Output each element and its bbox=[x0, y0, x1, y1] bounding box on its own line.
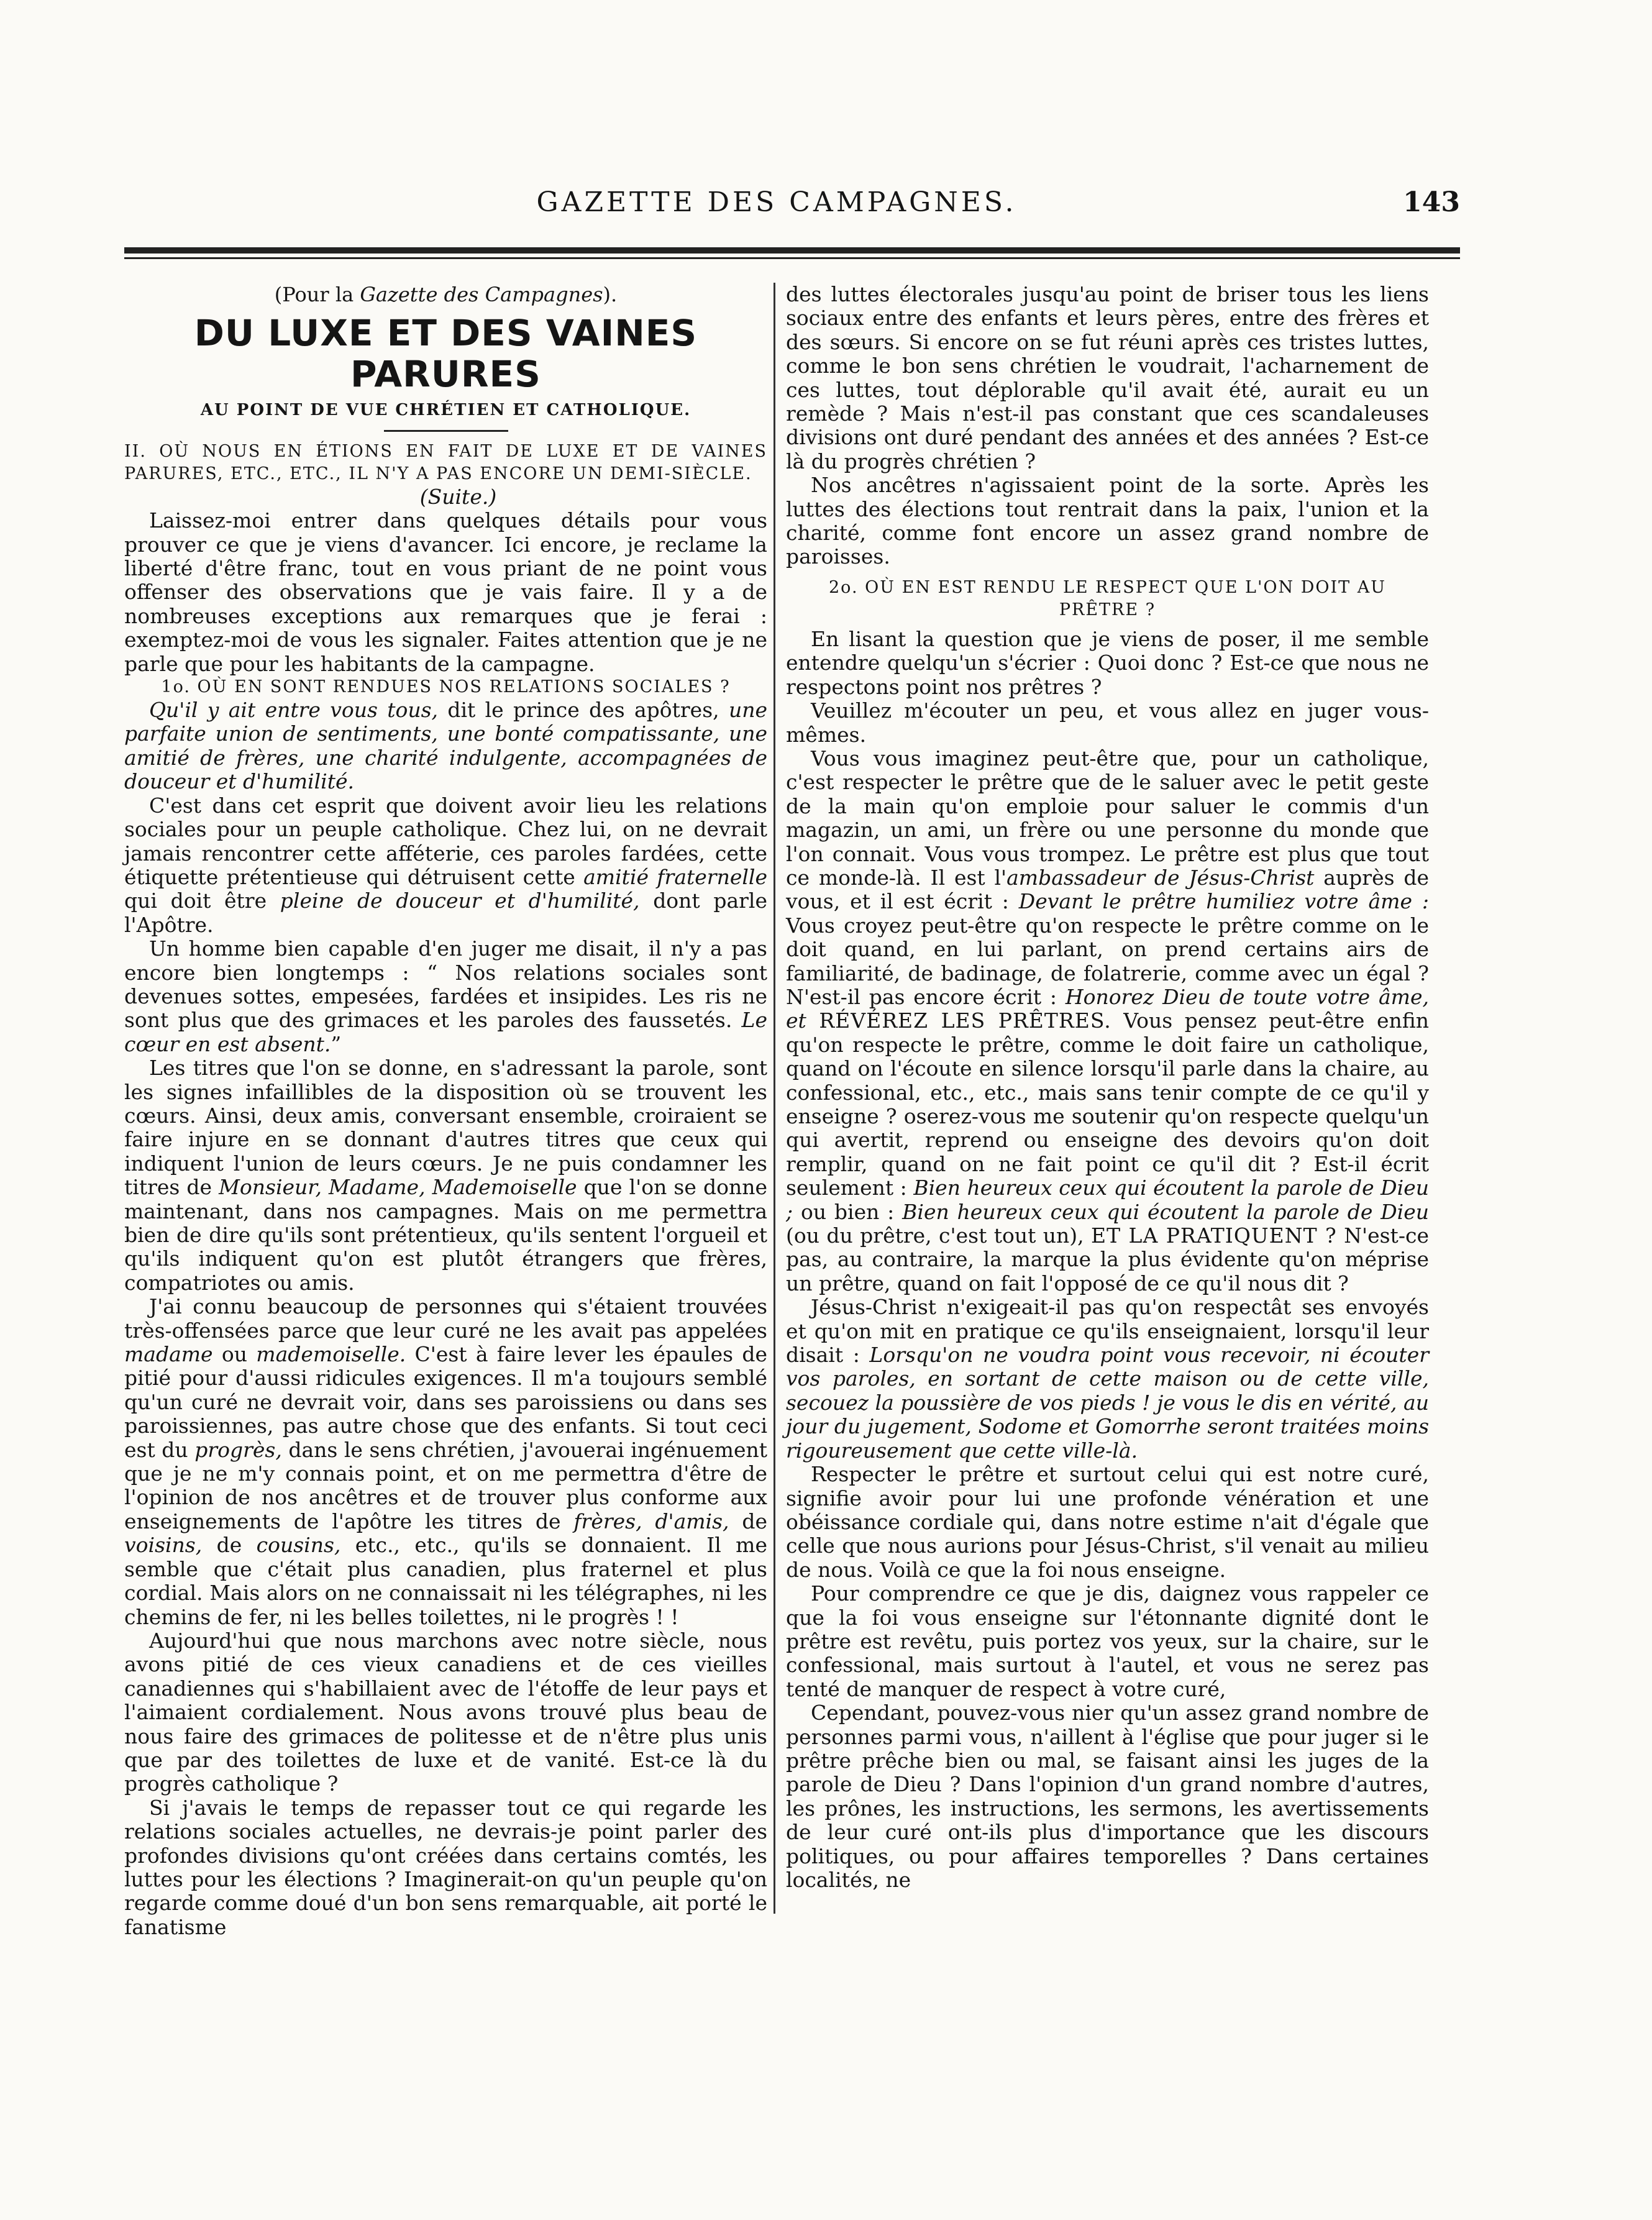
short-rule bbox=[384, 430, 508, 432]
running-head bbox=[124, 186, 1460, 230]
section-title: II. OÙ NOUS EN ÉTIONS EN FAIT DE LUXE ET DE VAINES PARURES, ETC., ETC., IL N'Y A PAS ENCORE UN DEMI-SIÈCLE. bbox=[124, 441, 767, 483]
emphasis: amitié fraternelle bbox=[583, 864, 767, 889]
attribution-prefix: (Pour la bbox=[274, 283, 360, 306]
column-divider bbox=[774, 283, 775, 1914]
page-number: 143 bbox=[1403, 186, 1460, 218]
emphasis: frères, d'amis, bbox=[573, 1509, 729, 1533]
paragraph bbox=[124, 698, 767, 794]
emphasis: voisins, bbox=[124, 1533, 203, 1558]
subsection-title: 1o. OÙ EN SONT RENDUES NOS RELATIONS SOCIALES ? bbox=[161, 677, 731, 697]
paragraph bbox=[124, 937, 767, 1056]
quote: Qu'il y ait entre vous tous, bbox=[149, 698, 439, 723]
text: C'est à faire lever les épaules de pitié pour d'aussi ridicules exigences. Il m'a toujours semblé qu'un curé ne devrait voir, dans ses paroissiens ou dans ses paroissiennes, pas autre chose que des enfants. Si tout ceci est du bbox=[124, 1342, 767, 1462]
header-rule-thin bbox=[124, 257, 1460, 259]
text: J'ai connu beaucoup de personnes qui s'étaient trouvées très-offensées parce que leur curé ne les avait pas appelées bbox=[124, 1294, 767, 1343]
running-title: GAZETTE DES CAMPAGNES. bbox=[536, 186, 1017, 218]
emphasis: Devant le prêtre humiliez votre âme : bbox=[1018, 889, 1429, 914]
paragraph: En lisant la question que je viens de poser, il me semble entendre quelqu'un s'écrier : Quoi donc ? Est-ce que nous ne respectons point nos prêtres ? bbox=[786, 626, 1429, 699]
text: Vous vous imaginez peut-être que, pour un catholique, c'est respecter le prêtre que de le saluer avec le petit geste de la main qu'on emploie pour saluer le commis d'un magazin, un ami, un frère ou une personne du monde que l'on connait. Vous vous trompez. Le prêtre est plus que tout ce monde-là. Il est l' bbox=[786, 746, 1429, 890]
paragraph: Si j'avais le temps de repasser tout ce qui regarde les relations sociales actuelles, ne devrais-je point parler des profondes divisions qu'ont créées dans certains comtés, les luttes pour les élections ? Imaginerait-on qu'un peuple qu'on regarde comme doué d'un bon sens remarquable, ait porté le fanatisme bbox=[124, 1795, 767, 1939]
text: Les titres que l'on se donne, en s'adressant la parole, sont les signes infaillibles de la disposition où se trouvent les cœurs. Ainsi, deux amis, conversant ensemble, croiraient se faire injure en se donnant d'autres titres que ceux qui indiquent l'union de leurs cœurs. Je ne puis condamner les titres de bbox=[124, 1056, 767, 1200]
text: (ou du prêtre, c'est tout un), bbox=[786, 1223, 1092, 1248]
paragraph: Respecter le prêtre et surtout celui qui est notre curé, signifie avoir pour lui une profonde vénération et une obéissance cordiale qui, dans notre estime n'ait d'égale que celle que nous aurions pour Jésus-Christ, s'il venait au milieu de nous. Voilà ce que la foi nous enseigne. bbox=[786, 1462, 1429, 1582]
quote: une parfaite union de sentiments, une bonté compatissante, une amitié de frères, une charité indulgente, accompagnées de douceur et d'humilité. bbox=[124, 698, 767, 794]
right-column bbox=[786, 283, 1429, 1892]
text: ou bien : bbox=[793, 1199, 903, 1224]
emphasis: Bien heureux ceux qui écoutent la parole de Dieu ; bbox=[786, 1176, 1429, 1224]
paragraph bbox=[124, 1056, 767, 1295]
small-caps: ET LA PRATIQUENT ? bbox=[1091, 1223, 1337, 1248]
text: de bbox=[729, 1509, 767, 1533]
paragraph: Aujourd'hui que nous marchons avec notre siècle, nous avons pitié de ces vieux canadiens et de ces vieilles canadiennes qui s'habillaient avec de l'étoffe de leur pays et l'aimaient cordialement. Nous avons trouvé plus beau de nous faire des grimaces de politesse et de n'être plus unis que par des toilettes de luxe et de vanité. Est-ce là du progrès catholique ? bbox=[124, 1628, 767, 1796]
text: ” bbox=[331, 1031, 342, 1056]
emphasis: Lorsqu'on ne voudra point vous recevoir, ni écouter vos paroles, en sortant de cette maison ou de cette ville, secouez la poussière de vos pieds ! je vous le dis en vérité, au jour du jugement, Sodome et Gomorrhe seront traitées moins rigoureusement que cette ville-là. bbox=[786, 1343, 1429, 1463]
paragraph bbox=[786, 1295, 1429, 1463]
subsection-title: 2o. OÙ EN EST RENDU LE RESPECT QUE L'ON DOIT AU PRÊTRE ? bbox=[828, 577, 1386, 619]
text: de bbox=[202, 1533, 257, 1558]
text: que l'on se donne maintenant, dans nos campagnes. Mais on me permettra bien de dire qu'ils sont prétentieux, qu'ils sentent l'orgueil et qu'ils indiquent qu'on est plutôt étrangers que frères, compatriotes ou amis. bbox=[124, 1175, 767, 1295]
left-column bbox=[124, 283, 767, 1939]
emphasis: Honorez Dieu de toute votre âme, et bbox=[786, 984, 1429, 1033]
emphasis: ambassadeur de Jésus-Christ bbox=[1006, 865, 1315, 890]
text: C'est dans cet esprit que doivent avoir lieu les relations sociales pour un peuple catholique. Chez lui, on ne devrait jamais rencontrer cette afféterie, ces paroles fardées, cette étiquette prétentieuse qui détruisent cette bbox=[124, 793, 767, 889]
attribution bbox=[124, 283, 767, 306]
emphasis: Le cœur en est absent. bbox=[124, 1008, 767, 1056]
paragraph: Veuillez m'écouter un peu, et vous allez en juger vous-mêmes. bbox=[786, 698, 1429, 747]
attribution-source: Gazette des Campagnes bbox=[360, 283, 603, 306]
paragraph bbox=[124, 794, 767, 937]
emphasis: cousins, bbox=[256, 1533, 341, 1558]
text: Jésus-Christ n'exigeait-il pas qu'on respectât ses envoyés et qu'on mit en pratique ce qu'ils enseignaient, lorsqu'il leur disait : bbox=[786, 1295, 1429, 1368]
emphasis: madame bbox=[124, 1342, 213, 1367]
header-rule-thick bbox=[124, 247, 1460, 254]
emphasis: Monsieur, Madame, Mademoiselle bbox=[219, 1175, 577, 1200]
text: Vous pensez peut-être enfin qu'on respecte le prêtre, comme le doit faire un catholique, quand on l'écoute en silence lorsqu'il parle dans la chaire, au confessional, etc., etc., mais sans tenir compte de ce qu'il y enseigne ? oserez-vous me soutenir qu'on respecte quelqu'un qui avertit, reprend ou enseigne des devoirs qu'on doit remplir, quand on ne fait point ce qu'il dit ? Est-il écrit seulement : bbox=[786, 1008, 1429, 1200]
text: dit le prince des apôtres, bbox=[438, 698, 729, 723]
article-subheadline: AU POINT DE VUE CHRÉTIEN ET CATHOLIQUE. bbox=[200, 401, 691, 420]
small-caps: RÉVÉREZ LES PRÊTRES. bbox=[806, 1008, 1111, 1033]
emphasis: mademoiselle. bbox=[256, 1342, 406, 1367]
paragraph: Cependant, pouvez-vous nier qu'un assez grand nombre de personnes parmi vous, n'aillent à l'église que pour juger si le prêtre prêche bien ou mal, se faisant ainsi les juges de la parole de Dieu ? Dans l'opinion d'un grand nombre d'autres, les prônes, les instructions, les sermons, les avertissements de leur curé ont-ils plus d'importance que les discours politiques, ou pour affaires temporelles ? Dans certaines localités, ne bbox=[786, 1701, 1429, 1892]
text: N'est-ce pas, au contraire, la marque la plus évidente qu'on méprise un prêtre, quand on fait l'opposé de ce qu'il nous dit ? bbox=[786, 1223, 1429, 1295]
text: dans le sens chrétien, j'avouerai ingénuement que je ne m'y connais point, et on me permettra d'être de l'opinion de nos ancêtres et de trouver plus conforme aux enseignements de l'apôtre les titres de bbox=[124, 1437, 767, 1533]
emphasis: progrès, bbox=[194, 1437, 282, 1462]
text: ou bbox=[212, 1342, 257, 1367]
paragraph: Laissez-moi entrer dans quelques détails pour vous prouver ce que je viens d'avancer. Ici encore, je reclame la liberté d'être franc, tout en vous priant de ne point vous offenser des observations que je vais faire. Il y a de nombreuses exceptions aux remarques que je ferai : exemptez-moi de vous les signaler. Faites attention que je ne parle que pour les habitants de la campagne. bbox=[124, 508, 767, 676]
text: auprès de vous, et il est écrit : bbox=[786, 865, 1429, 914]
text: qui doit être bbox=[124, 888, 280, 913]
paragraph: des luttes électorales jusqu'au point de briser tous les liens sociaux entre des enfants et leurs pères, entre des frères et des sœurs. Si encore on se fut réuni après ces tristes luttes, comme le bon sens chrétien le voudrait, l'acharnement de ces luttes, tout déplorable qu'il avait été, aurait eu un remède ? Mais n'est-il pas constant que ces scandaleuses divisions ont duré pendant des années et des années ? Est-ce là du progrès chrétien ? bbox=[786, 282, 1429, 473]
text: dont parle l'Apôtre. bbox=[124, 888, 767, 937]
paragraph bbox=[786, 747, 1429, 1295]
emphasis: Bien heureux ceux qui écoutent la parole de Dieu bbox=[902, 1199, 1429, 1224]
paragraph: Nos ancêtres n'agissaient point de la sorte. Après les luttes des élections tout rentrait dans la paix, l'union et la charité, comme font encore un assez grand nombre de paroisses. bbox=[786, 473, 1429, 569]
text: Un homme bien capable d'en juger me disait, il n'y a pas encore bien longtemps : “ Nos relations sociales sont devenues sottes, empesées, fardées et insipides. Les ris ne sont plus que des grimaces et les paroles des faussetés. bbox=[124, 936, 767, 1033]
paragraph bbox=[124, 1295, 767, 1629]
article-headline: DU LUXE ET DES VAINES PARURES bbox=[194, 312, 698, 396]
text: etc., etc., qu'ils se donnaient. Il me semble que c'était plus canadien, plus fraternel et plus cordial. Mais alors on ne connaissait ni les télégraphes, ni les chemins de fer, ni les belles toilettes, ni le progrès ! ! bbox=[124, 1533, 768, 1629]
emphasis: pleine de douceur et d'humilité, bbox=[280, 888, 640, 913]
paragraph: Pour comprendre ce que je dis, daignez vous rappeler ce que la foi vous enseigne sur l'étonnante dignité dont le prêtre est revêtu, puis portez vos yeux, sur la chaire, sur le confessional, mais surtout à l'autel, et vous ne serez pas tenté de manquer de respect à votre curé, bbox=[786, 1581, 1429, 1701]
text: Vous croyez peut-être qu'on respecte le prêtre comme on le doit quand, en lui parlant, on prend certains airs de familiarité, de badinage, de folatrerie, comme avec un égal ? N'est-il pas encore écrit : bbox=[786, 913, 1429, 1009]
attribution-suffix: ). bbox=[603, 283, 618, 306]
suite-label: (Suite.) bbox=[419, 484, 497, 509]
